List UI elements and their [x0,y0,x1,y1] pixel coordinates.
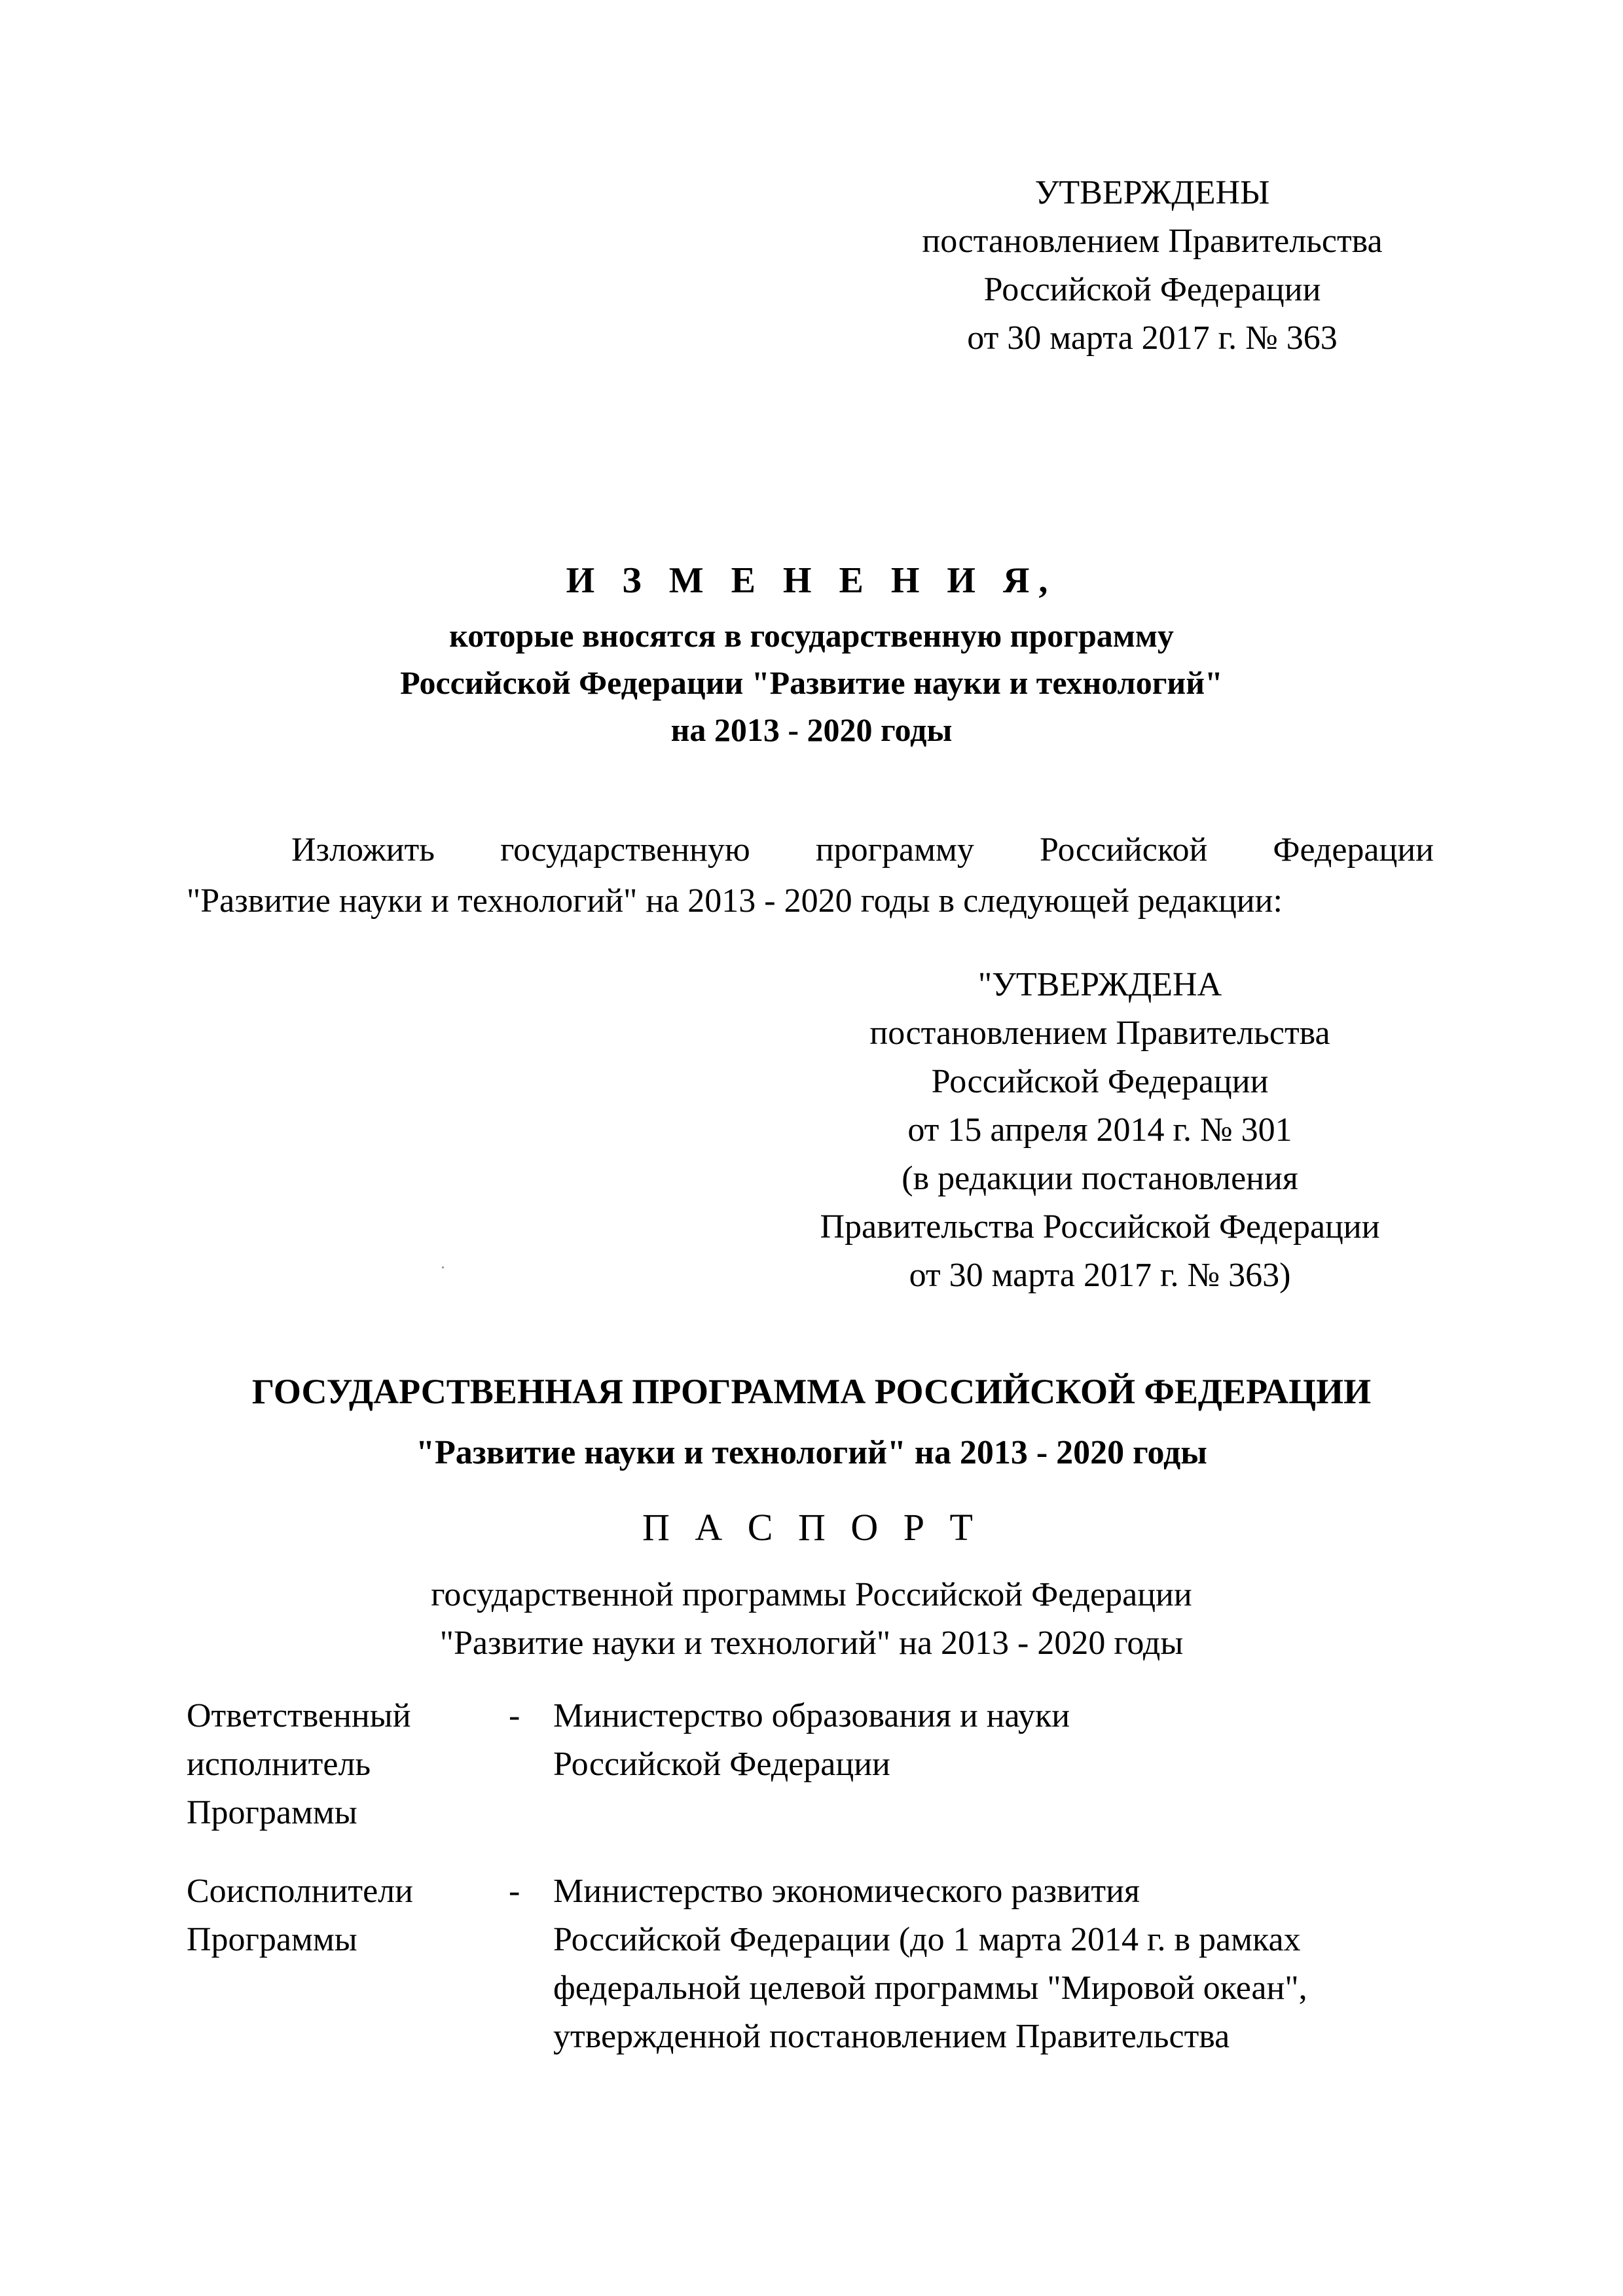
value-line: Российской Федерации [553,1746,890,1783]
changes-title: И З М Е Н Е Н И Я, [566,560,1057,601]
passport-subtitle-line: "Развитие науки и технологий" на 2013 - 2020 годы [439,1624,1184,1662]
approval-stamp-program [759,961,1440,1300]
value-line: Российской Федерации (до 1 марта 2014 г. в рамках [553,1921,1301,1958]
passport-subtitle [0,1571,1623,1668]
approval-date: от 15 апреля 2014 г. № 301 [907,1111,1292,1149]
passport-subtitle-line: государственной программы Российской Федерации [431,1576,1192,1613]
changes-subtitle-line: которые вносятся в государственную программу [449,617,1174,654]
changes-subtitle-line: Российской Федерации "Развитие науки и технологий" [400,664,1223,701]
label-line: Программы [187,1794,357,1831]
approval-line: Правительства Российской Федерации [820,1208,1380,1246]
approval-stamp-top [871,169,1434,363]
value-line: утвержденной постановлением Правительства [553,2018,1230,2055]
approval-line: постановлением Правительства [869,1014,1330,1052]
passport-row-value [553,1692,1437,1837]
changes-subtitle-line: на 2013 - 2020 годы [670,711,953,748]
row-dash: - [509,1697,520,1734]
intro-line: "Развитие науки и технологий" на 2013 - 2020 годы в следующей редакции: [187,882,1283,920]
value-line: федеральной целевой программы "Мировой океан", [553,1969,1307,2007]
approval-line: Российской Федерации [983,271,1321,308]
changes-subtitle [0,612,1623,753]
approval-heading: УТВЕРЖДЕНЫ [1034,174,1270,211]
passport-row-value [553,1867,1437,2061]
label-line: Соисполнители [187,1873,413,1910]
passport-table [187,1692,1437,2091]
intro-line: Изложить государственную программу Российской Федерации [291,831,1434,869]
approval-line: постановлением Правительства [922,223,1383,260]
approval-line: (в редакции постановления [902,1160,1298,1197]
passport-title: П А С П О Р Т [642,1506,981,1549]
label-line: исполнитель [187,1746,371,1783]
label-line: Программы [187,1921,357,1958]
row-dash: - [509,1873,520,1910]
program-subtitle: "Развитие науки и технологий" на 2013 - 2020 годы [416,1434,1207,1471]
label-line: Ответственный [187,1697,411,1734]
passport-row-label [187,1692,501,1837]
passport-row-coexecutors [187,1867,1437,2061]
value-line: Министерство образования и науки [553,1697,1070,1734]
scan-speck [442,1266,444,1268]
approval-date: от 30 марта 2017 г. № 363 [967,319,1338,357]
passport-row-responsible [187,1692,1437,1837]
approval-line: Российской Федерации [931,1063,1269,1100]
intro-paragraph [187,825,1434,927]
passport-row-label [187,1867,501,2061]
approval-date: от 30 марта 2017 г. № 363) [909,1257,1291,1294]
approval-heading: "УТВЕРЖДЕНА [977,966,1222,1003]
program-title: ГОСУДАРСТВЕННАЯ ПРОГРАММА РОССИЙСКОЙ ФЕДЕРАЦИИ [251,1372,1372,1411]
value-line: Министерство экономического развития [553,1873,1140,1910]
